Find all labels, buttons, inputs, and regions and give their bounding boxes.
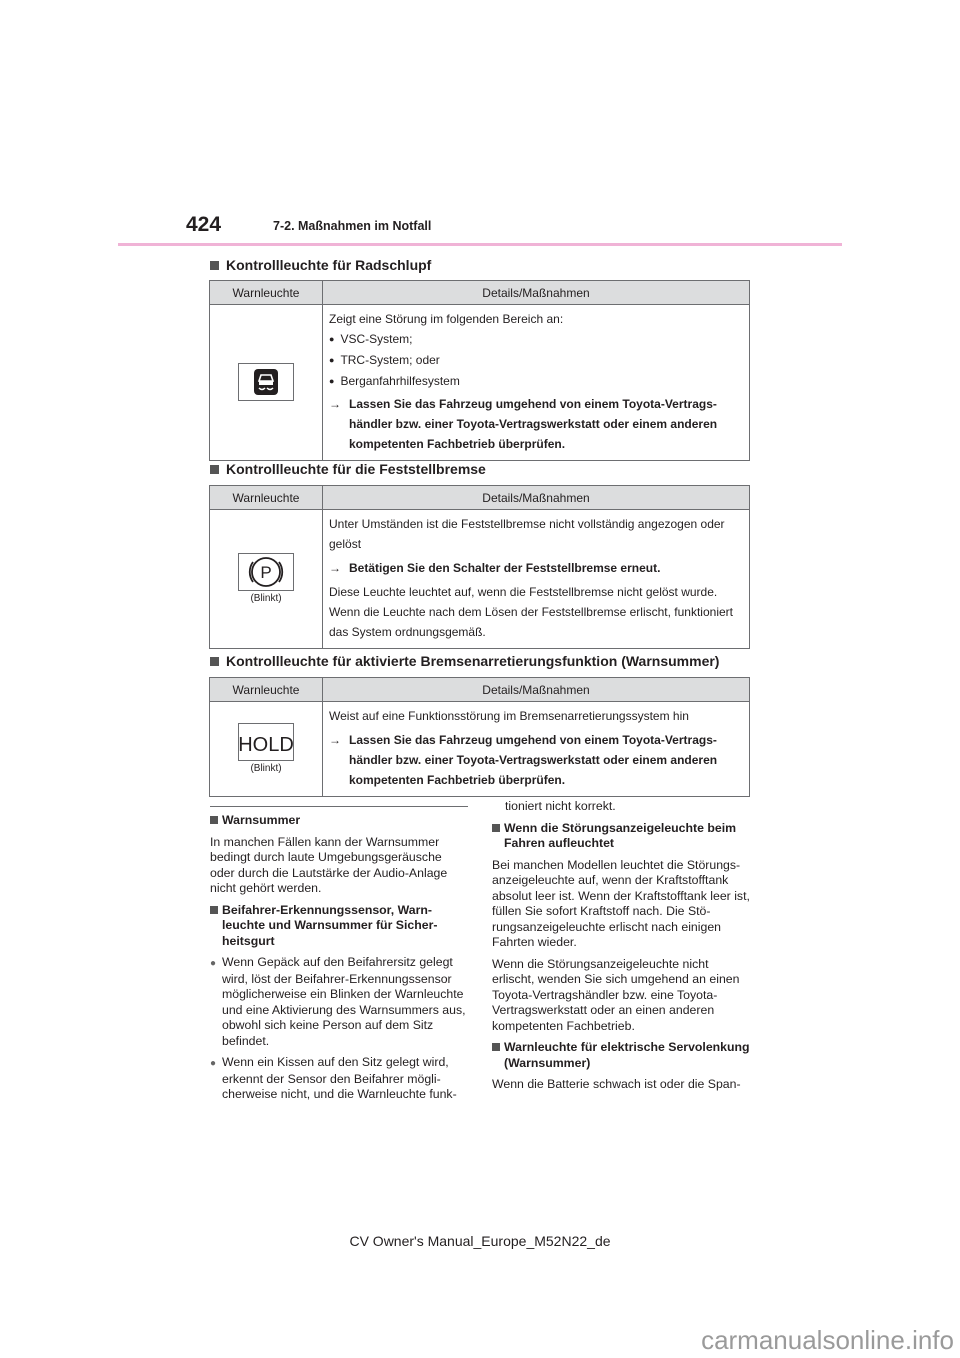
details-outro: Diese Leuchte leuchtet auf, wenn die Feststellbremse nicht gelöst wurde. Wenn die Leuchte nach dem Lösen der Feststellbremse erlischt, funktioniert das System ordnungsgemäß. bbox=[329, 585, 733, 639]
note-paragraph: Bei manchen Modellen leuchtet die Störungsanzeigeleuchte auf, wenn der Kraftstofftank absolut leer ist. Wenn der Kraftstofftank leer ist, füllen Sie sofort Kraftstoff nach. Die Störungsanzeigeleuchte erlischt nach einigen Fahrten wieder. bbox=[492, 857, 750, 949]
section-marker-icon bbox=[210, 261, 219, 270]
blink-label: (Blinkt) bbox=[250, 593, 282, 604]
footnote-rule bbox=[210, 806, 468, 807]
right-column bbox=[492, 799, 750, 1099]
section-heading-text: Kontrollleuchte für die Feststellbremse bbox=[226, 461, 486, 477]
section-heading-hold bbox=[210, 653, 719, 669]
section-heading-parking-brake bbox=[210, 461, 486, 477]
section-heading-text: Kontrollleuchte für Radschlupf bbox=[226, 257, 432, 273]
bullet-item: ● VSC-System; bbox=[329, 329, 743, 350]
section-heading-text: Kontrollleuchte für aktivierte Bremsenarretierungsfunktion (Warnsummer) bbox=[226, 653, 720, 669]
note-heading: Beifahrer-Erkennungssensor, Warnleuchte und Warnsummer für Sicherheitsgurt bbox=[210, 903, 468, 950]
watermark: carmanualsonline.info bbox=[701, 1325, 954, 1355]
hold-table bbox=[209, 677, 750, 797]
col-header-details: Details/Maßnahmen bbox=[323, 678, 750, 702]
note-paragraph: Wenn die Störungsanzeigeleuchte nicht erlischt, wenden Sie sich umgehend an einen Toyota-Vertragshändler bzw. eine Toyota-Vertragswerkstatt oder an einen anderen kompetenten Fachbetrieb. bbox=[492, 956, 740, 1033]
chapter-title: 7-2. Maßnahmen im Notfall bbox=[273, 219, 432, 233]
details-cell bbox=[323, 305, 750, 461]
action-text: → Betätigen Sie den Schalter der Feststellbremse erneut. bbox=[329, 558, 743, 578]
section-marker-icon bbox=[210, 465, 219, 474]
page-number: 424 bbox=[186, 213, 222, 236]
note-bullet: ● Wenn Gepäck auf den Beifahrersitz gelegt wird, löst der Beifahrer-Erkennungssensor möglicherweise ein Blinken der Warnleuchte und eine Aktivierung des Warnsummers aus, obwohl sich keine Person auf dem Sitz befindet. bbox=[210, 955, 468, 1049]
note-heading: Warnleuchte für elektrische Servolenkung (Warnsummer) bbox=[492, 1040, 750, 1071]
details-intro: Unter Umständen ist die Feststellbremse nicht vollständig angezogen oder gelöst bbox=[329, 517, 725, 551]
action-text: → Lassen Sie das Fahrzeug umgehend von einem Toyota-Vertragshändler bzw. einer Toyota-Vertragswerkstatt oder einem anderen kompetenten Fachbetrieb überprüfen. bbox=[329, 394, 743, 454]
col-header-warnleuchte: Warnleuchte bbox=[210, 486, 323, 510]
col-header-warnleuchte: Warnleuchte bbox=[210, 281, 323, 305]
slip-warning-table bbox=[209, 280, 750, 461]
note-paragraph: In manchen Fällen kann der Warnsummer bedingt durch laute Umgebungsgeräusche oder durch die Lautstärke der Audio-Anlage nicht gehört werden. bbox=[210, 834, 448, 895]
note-heading: Warnsummer bbox=[210, 813, 468, 829]
details-intro: Zeigt eine Störung im folgenden Bereich an: bbox=[329, 312, 564, 326]
slip-indicator-icon bbox=[238, 363, 294, 401]
hold-icon-text: HOLD bbox=[239, 734, 293, 756]
col-header-details: Details/Maßnahmen bbox=[323, 281, 750, 305]
hold-icon bbox=[238, 723, 294, 761]
icon-cell bbox=[210, 510, 323, 649]
details-cell bbox=[323, 510, 750, 649]
parking-brake-table bbox=[209, 485, 750, 649]
section-marker-icon bbox=[210, 657, 219, 666]
action-text: → Lassen Sie das Fahrzeug umgehend von einem Toyota-Vertragshändler bzw. einer Toyota-Vertragswerkstatt oder einem anderen kompetenten Fachbetrieb überprüfen. bbox=[329, 730, 743, 790]
section-heading-slip bbox=[210, 257, 431, 273]
details-intro: Weist auf eine Funktionsstörung im Bremsenarretierungssystem hin bbox=[329, 709, 689, 723]
blink-label: (Blinkt) bbox=[250, 763, 282, 774]
bullet-item: ● Berganfahrhilfesystem bbox=[329, 371, 743, 392]
header-rule bbox=[118, 243, 842, 246]
note-paragraph: Wenn die Batterie schwach ist oder die Span- bbox=[492, 1077, 741, 1091]
note-bullet: ● Wenn ein Kissen auf den Sitz gelegt wird, erkennt der Sensor den Beifahrer möglicherweise nicht, und die Warnleuchte funk- bbox=[210, 1055, 468, 1103]
left-column bbox=[210, 813, 468, 1109]
icon-cell bbox=[210, 702, 323, 797]
col-header-warnleuchte: Warnleuchte bbox=[210, 678, 323, 702]
details-cell bbox=[323, 702, 750, 797]
note-heading: Wenn die Störungsanzeigeleuchte beim Fahren aufleuchtet bbox=[492, 821, 750, 852]
col-header-details: Details/Maßnahmen bbox=[323, 486, 750, 510]
icon-cell bbox=[210, 305, 323, 461]
parking-brake-icon bbox=[238, 553, 294, 591]
note-paragraph: tioniert nicht korrekt. bbox=[505, 799, 616, 813]
svg-text:P: P bbox=[260, 563, 272, 582]
bullet-item: ● TRC-System; oder bbox=[329, 350, 743, 371]
footer-text: CV Owner's Manual_Europe_M52N22_de bbox=[349, 1233, 611, 1249]
